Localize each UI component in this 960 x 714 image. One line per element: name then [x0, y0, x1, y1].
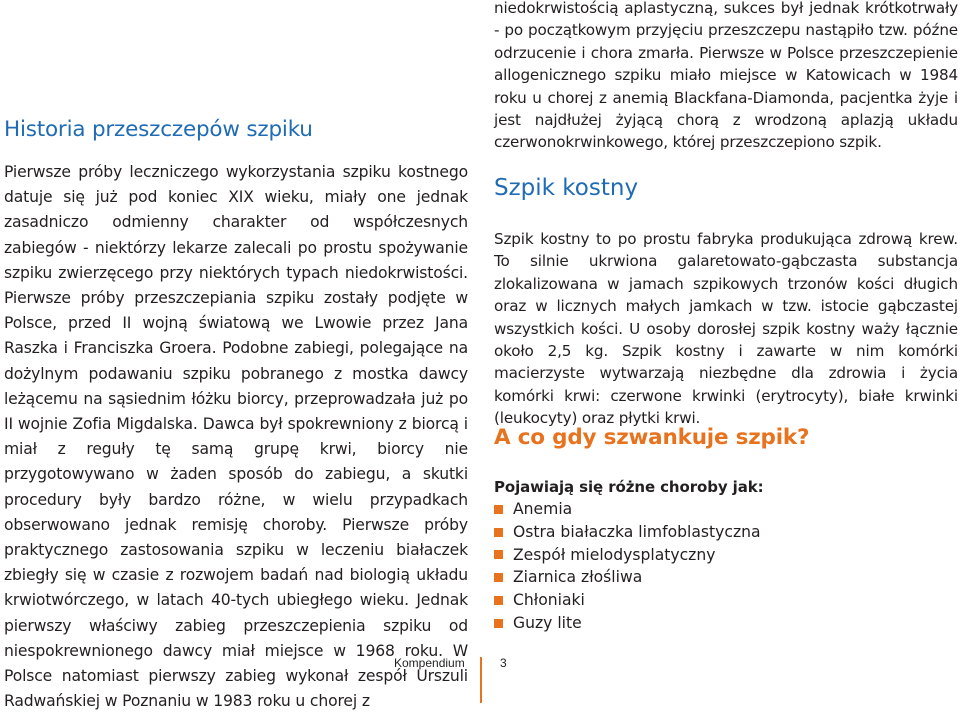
disease-label: Anemia	[513, 500, 573, 518]
square-bullet-icon	[494, 550, 503, 559]
page-number: 3	[500, 656, 507, 670]
disease-label: Ziarnica złośliwa	[513, 568, 643, 587]
square-bullet-icon	[494, 505, 503, 514]
list-item	[494, 612, 761, 635]
square-bullet-icon	[494, 619, 503, 628]
bone-marrow-paragraph: Szpik kostny to po prostu fabryka produkująca zdrową krew. To silnie ukrwiona galaretowato-gąbczasta substancja zlokalizowana w jamach szpikowych trzonów kości długich oraz w licznych małych jamkach w tzw. istocie gąbczastej wszystkich kości. U osoby dorosłej szpik kostny waży łącznie około 2,5 kg. Szpik kostny i zawarte w nim komórki macierzyste wytwarzają niezbędne dla zdrowia i życia komórki krwi: czerwone krwinki (erytrocyty), białe krwinki (leukocyty) oraz płytki krwi.	[494, 230, 958, 428]
footer-divider	[480, 657, 482, 703]
history-heading: Historia przeszczepów szpiku	[4, 117, 313, 142]
diseases-list	[494, 498, 761, 635]
disease-label: Ostra białaczka limfoblastyczna	[513, 522, 761, 541]
disease-label: Zespół mielodysplatyczny	[513, 545, 716, 564]
list-item	[494, 589, 761, 612]
disease-label: Guzy lite	[513, 613, 582, 632]
publication-name: Kompendium	[394, 656, 465, 670]
list-item	[494, 566, 761, 589]
diseases-list-title: Pojawiają się różne choroby jak:	[494, 478, 764, 496]
list-item	[494, 498, 761, 521]
list-item	[494, 544, 761, 567]
square-bullet-icon	[494, 528, 503, 537]
list-item	[494, 521, 761, 544]
marrow-failure-heading: A co gdy szwankuje szpik?	[494, 425, 810, 450]
history-paragraph: Pierwsze próby leczniczego wykorzystania szpiku kostnego datuje się już pod koniec XIX wieku, miały one jednak zasadniczo odmienny charakter od współczesnych zabiegów - niektórzy lekarze zalecali po prostu spożywanie szpiku zwierzęcego przy niektórych typach niedokrwistości. Pierwsze próby przeszczepiania szpiku zostały podjęte w Polsce, przed II wojną światową we Lwowie przez Jana Raszka i Franciszka Groera. Podobne zabiegi, polegające na dożylnym podawaniu szpiku pobranego z mostka dawcy leżącemu na sąsiednim łóżku biorcy, przeprowadzała już po II wojnie Zofia Migdalska. Dawca był spokrewniony z biorcą i miał z reguły tę samą grupę krwi, biorcy nie przygotowywano w żaden sposób do zabiegu, a skutki procedury były bardzo różne, w wielu przypadkach obserwowano jednak remisję choroby. Pierwsze próby praktycznego zastosowania szpiku w leczeniu białaczek zbiegły się w czasie z rozwojem badań nad biologią układu krwiotwórczego, w latach 40-tych ubiegłego wieku. Jednak pierwszy właściwy zabieg przeszczepienia szpiku od niespokrewnionego dawcy miał miejsce w 1968 roku. W Polsce natomiast pierwszy zabieg wykonał zespół Urszuli Radwańskiej w Poznaniu w 1983 roku u chorej z	[4, 163, 468, 711]
bone-marrow-heading: Szpik kostny	[494, 175, 639, 201]
square-bullet-icon	[494, 596, 503, 605]
square-bullet-icon	[494, 573, 503, 582]
history-paragraph-continued: niedokrwistością aplastyczną, sukces był jednak krótkotrwały - po początkowym przyjęciu przeszczepu nastąpiło tzw. późne odrzucenie i chora zmarła. Pierwsze w Polsce przeszczepienie allogenicznego szpiku miało miejsce w Katowicach w 1984 roku u chorej z anemią Blackfana-Diamonda, pacjentka żyje i jest najdłużej żyjącą chorą z wrodzoną aplazją układu czerwonokrwinkowego, której przeszczepiono szpik.	[494, 0, 958, 152]
disease-label: Chłoniaki	[513, 591, 585, 610]
